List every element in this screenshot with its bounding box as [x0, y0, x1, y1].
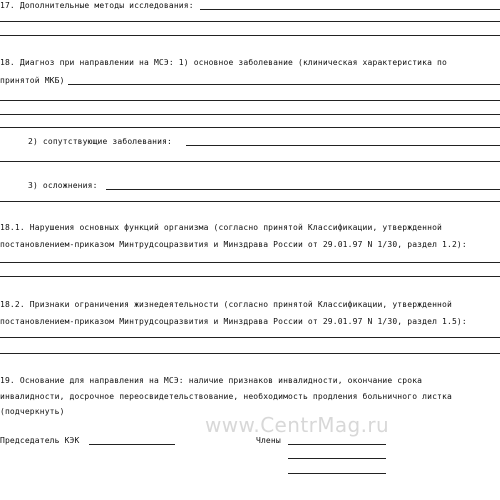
- site-watermark: www.CentrMag.ru: [205, 413, 390, 437]
- section-18-1-line-3: [0, 262, 500, 263]
- section-18-sub-3-line-2: [0, 201, 500, 202]
- member-signature-line-3: [288, 473, 386, 474]
- section-19-line-1: 19. Основание для направления на МСЭ: наличие признаков инвалидности, окончание срока: [0, 376, 423, 385]
- section-17-line-2: [0, 21, 500, 22]
- section-18-1-line-1: 18.1. Нарушения основных функций организма (согласно принятой Классификации, утвержденной: [0, 223, 443, 232]
- section-19-line-3: (подчеркнуть): [0, 407, 65, 416]
- section-17-label: 17. Дополнительные методы исследования:: [0, 1, 194, 10]
- section-18-2-line-2: постановлением-приказом Минтрудсоцразвития и Минздрава России от 29.01.97 N 1/30, раздел 1.5):: [0, 317, 467, 326]
- members-label: Члены: [256, 436, 281, 445]
- section-18-sub-2-label: 2) сопутствующие заболевания:: [28, 137, 173, 146]
- section-18-line-1: 18. Диагноз при направлении на МСЭ: 1) основное заболевание (клиническая характеристика по: [0, 58, 447, 67]
- section-18-1-line-4: [0, 276, 500, 277]
- section-17-line-3: [0, 35, 500, 36]
- section-18-sub-2-fill-line: [186, 145, 500, 146]
- section-18-sub-3-fill-line: [106, 189, 500, 190]
- section-18-sub-3-label: 3) осложнения:: [28, 181, 98, 190]
- section-18-2-line-4: [0, 353, 500, 354]
- section-17-fill-line: [200, 9, 500, 10]
- chair-signature-line: [89, 444, 175, 445]
- section-18-sub-2-line-2: [0, 161, 500, 162]
- section-18-fill-line: [68, 84, 500, 85]
- chair-label: Председатель КЭК: [0, 436, 80, 445]
- section-18-line-5: [0, 127, 500, 128]
- section-18-2-line-1: 18.2. Признаки ограничения жизнедеятельности (согласно принятой Классификации, утвержденной: [0, 300, 452, 309]
- section-18-line-2: принятой МКБ): [0, 76, 65, 85]
- member-signature-line-2: [288, 458, 386, 459]
- section-18-1-line-2: постановлением-приказом Минтрудсоцразвития и Минздрава России от 29.01.97 N 1/30, раздел 1.2):: [0, 240, 467, 249]
- section-18-line-4: [0, 114, 500, 115]
- section-18-2-line-3: [0, 337, 500, 338]
- section-19-line-2: инвалидности, досрочное переосвидетельствование, необходимость продления больничного листка: [0, 392, 452, 401]
- member-signature-line-1: [288, 444, 386, 445]
- section-18-line-3: [0, 100, 500, 101]
